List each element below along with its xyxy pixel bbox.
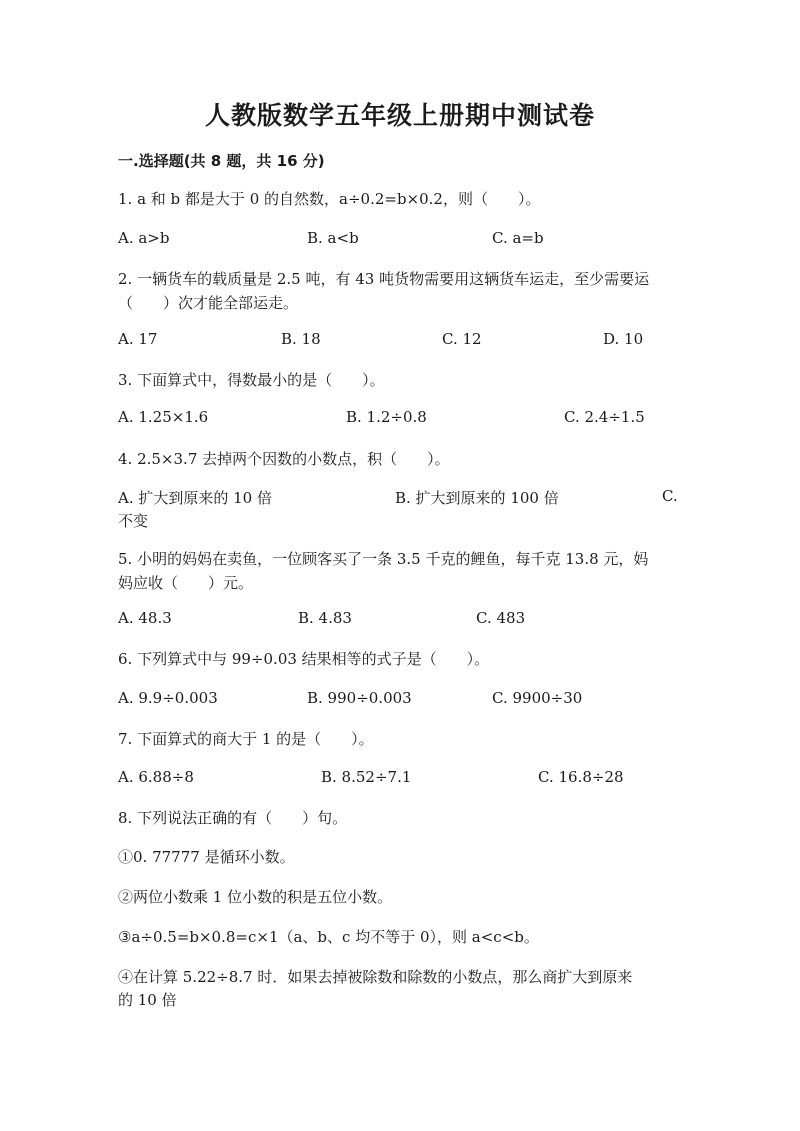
question-5-stem-line-2: 妈应收（ ）元。 (118, 574, 254, 592)
question-4-option-b: B. 扩大到原来的 100 倍 (395, 489, 559, 507)
question-6-option-b: B. 990÷0.003 (307, 689, 412, 707)
question-4-stem: 4. 2.5×3.7 去掉两个因数的小数点，积（ ）。 (118, 450, 450, 468)
question-5-option-a: A. 48.3 (118, 609, 172, 627)
question-1-option-c: C. a=b (492, 229, 544, 247)
question-8-statement-3: ③a÷0.5=b×0.8=c×1（a、b、c 均不等于 0），则 a<c<b。 (118, 928, 539, 946)
question-1-option-a: A. a>b (118, 229, 170, 247)
question-2-stem-line-1: 2. 一辆货车的载质量是 2.5 吨，有 43 吨货物需要用这辆货车运走，至少需要运 (118, 270, 650, 288)
question-5-option-b: B. 4.83 (298, 609, 352, 627)
question-8-statement-4-line-1: ④在计算 5.22÷8.7 时．如果去掉被除数和除数的小数点，那么商扩大到原来 (118, 968, 633, 986)
page-title: 人教版数学五年级上册期中测试卷 (204, 101, 595, 130)
question-8-stem: 8. 下列说法正确的有（ ）句。 (118, 809, 348, 827)
section-heading: 一.选择题(共 8 题，共 16 分) (118, 152, 325, 170)
question-7-stem: 7. 下面算式的商大于 1 的是（ ）。 (118, 730, 374, 748)
question-2-option-c: C. 12 (442, 330, 482, 348)
question-8-statement-1: ①0. 77777 是循环小数。 (118, 848, 295, 866)
question-6-option-a: A. 9.9÷0.003 (118, 689, 218, 707)
question-3-option-b: B. 1.2÷0.8 (346, 408, 427, 426)
question-1-stem: 1. a 和 b 都是大于 0 的自然数，a÷0.2=b×0.2，则（ ）。 (118, 190, 541, 208)
question-2-option-a: A. 17 (118, 330, 158, 348)
question-7-option-b: B. 8.52÷7.1 (321, 768, 412, 786)
question-4-option-c-label: C. (662, 487, 678, 505)
question-5-stem-line-1: 5. 小明的妈妈在卖鱼，一位顾客买了一条 3.5 千克的鲤鱼，每千克 13.8 元，妈 (118, 550, 649, 568)
question-1-option-b: B. a<b (307, 229, 359, 247)
question-2-option-d: D. 10 (603, 330, 644, 348)
question-2-stem-line-2: （ ）次才能全部运走。 (118, 294, 299, 312)
question-8-statement-4-line-2: 的 10 倍 (118, 991, 177, 1009)
question-7-option-a: A. 6.88÷8 (118, 768, 194, 786)
question-5-option-c: C. 483 (476, 609, 526, 627)
question-7-option-c: C. 16.8÷28 (538, 768, 624, 786)
question-6-stem: 6. 下列算式中与 99÷0.03 结果相等的式子是（ ）。 (118, 650, 490, 668)
question-6-option-c: C. 9900÷30 (492, 689, 583, 707)
question-3-option-a: A. 1.25×1.6 (118, 408, 209, 426)
question-3-option-c: C. 2.4÷1.5 (564, 408, 645, 426)
question-3-stem: 3. 下面算式中，得数最小的是（ ）。 (118, 371, 385, 389)
question-4-option-a: A. 扩大到原来的 10 倍 (118, 489, 272, 507)
question-4-option-c-text: 不变 (118, 512, 149, 530)
question-8-statement-2: ②两位小数乘 1 位小数的积是五位小数。 (118, 888, 393, 906)
question-2-option-b: B. 18 (281, 330, 321, 348)
